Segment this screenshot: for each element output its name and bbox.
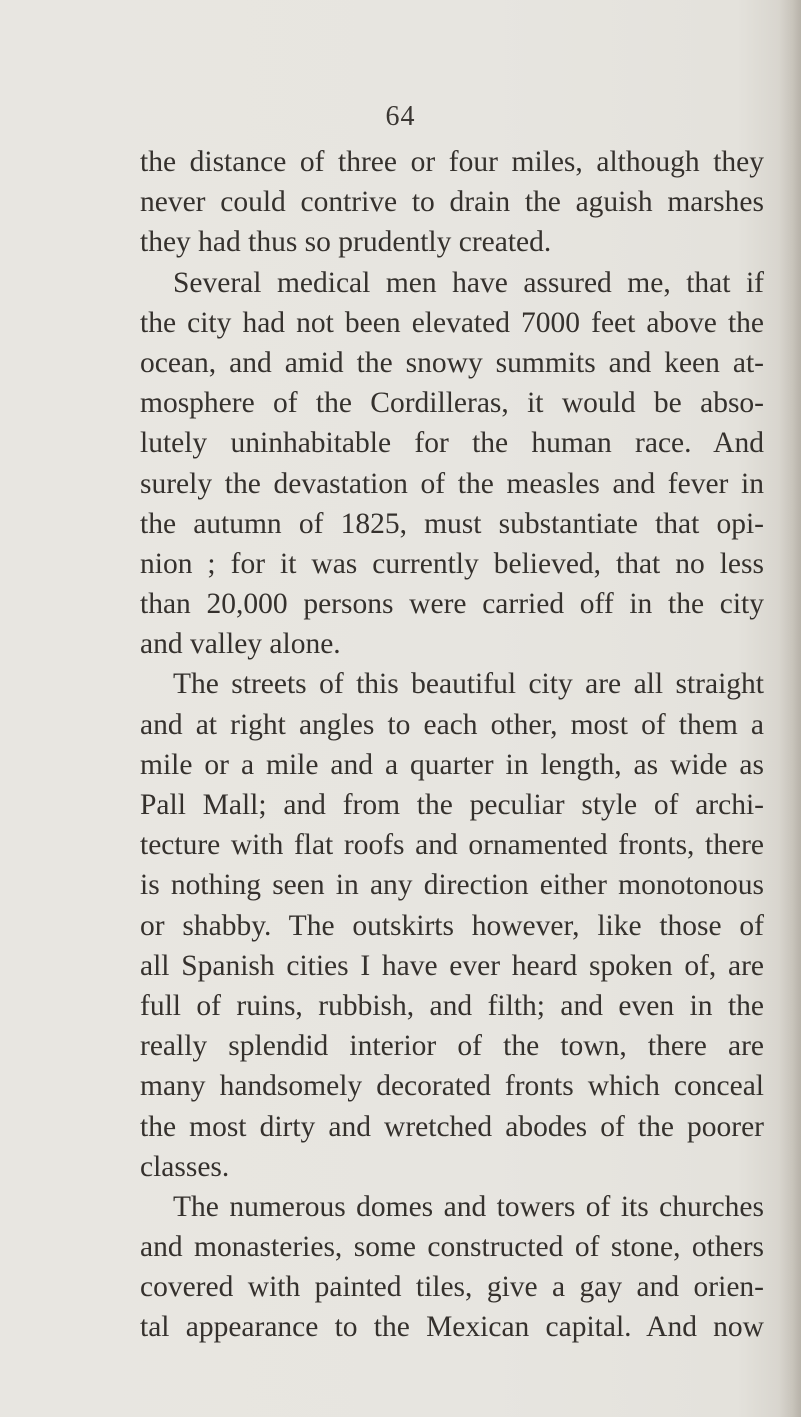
text-line: the distance of three or four miles, although they	[140, 146, 764, 178]
text-line: mosphere of the Cordilleras, it would be abso-	[140, 387, 764, 420]
text-line: classes.	[140, 1150, 230, 1183]
text-line: the autumn of 1825, must substantiate that opi-	[140, 507, 764, 540]
page-number: 64	[385, 101, 416, 132]
text-line: and at right angles to each other, most of them a	[140, 708, 764, 741]
text-line: or shabby. The outskirts however, like those of	[140, 909, 764, 942]
text-line: never could contrive to drain the aguish marshes	[140, 186, 764, 219]
text-line: than 20,000 persons were carried off in the city	[140, 588, 764, 621]
text-line: and valley alone.	[140, 628, 341, 661]
text-line: and monasteries, some constructed of stone, others	[140, 1231, 764, 1264]
text-line: full of ruins, rubbish, and filth; and even in the	[140, 989, 764, 1022]
text-line: The numerous domes and towers of its churches	[173, 1190, 764, 1223]
text-line: tecture with flat roofs and ornamented fronts, there	[140, 829, 764, 862]
text-line: the city had not been elevated 7000 feet above the	[140, 306, 764, 339]
text-line: lutely uninhabitable for the human race. And	[140, 427, 764, 460]
body-text	[140, 142, 764, 1348]
text-line: tal appearance to the Mexican capital. And now	[140, 1311, 764, 1344]
text-line: surely the devastation of the measles and fever in	[140, 467, 764, 500]
text-line: Pall Mall; and from the peculiar style of archi-	[140, 789, 764, 821]
text-line: Several medical men have assured me, that if	[173, 266, 764, 299]
text-line: mile or a mile and a quarter in length, as wide as	[140, 748, 764, 781]
text-line: all Spanish cities I have ever heard spoken of, are	[140, 949, 764, 982]
text-line: the most dirty and wretched abodes of the poorer	[140, 1110, 764, 1143]
text-line: they had thus so prudently created.	[140, 226, 552, 259]
text-line: is nothing seen in any direction either monotonous	[140, 869, 764, 902]
text-line: ocean, and amid the snowy summits and keen at-	[140, 346, 764, 379]
text-line: covered with painted tiles, give a gay and orien-	[140, 1271, 764, 1304]
text-line: really splendid interior of the town, there are	[140, 1030, 764, 1063]
text-line: many handsomely decorated fronts which conceal	[140, 1070, 764, 1103]
text-line: The streets of this beautiful city are all straight	[173, 668, 764, 701]
page-edge-shadow	[779, 0, 801, 1417]
text-line: nion ; for it was currently believed, that no less	[140, 547, 764, 580]
